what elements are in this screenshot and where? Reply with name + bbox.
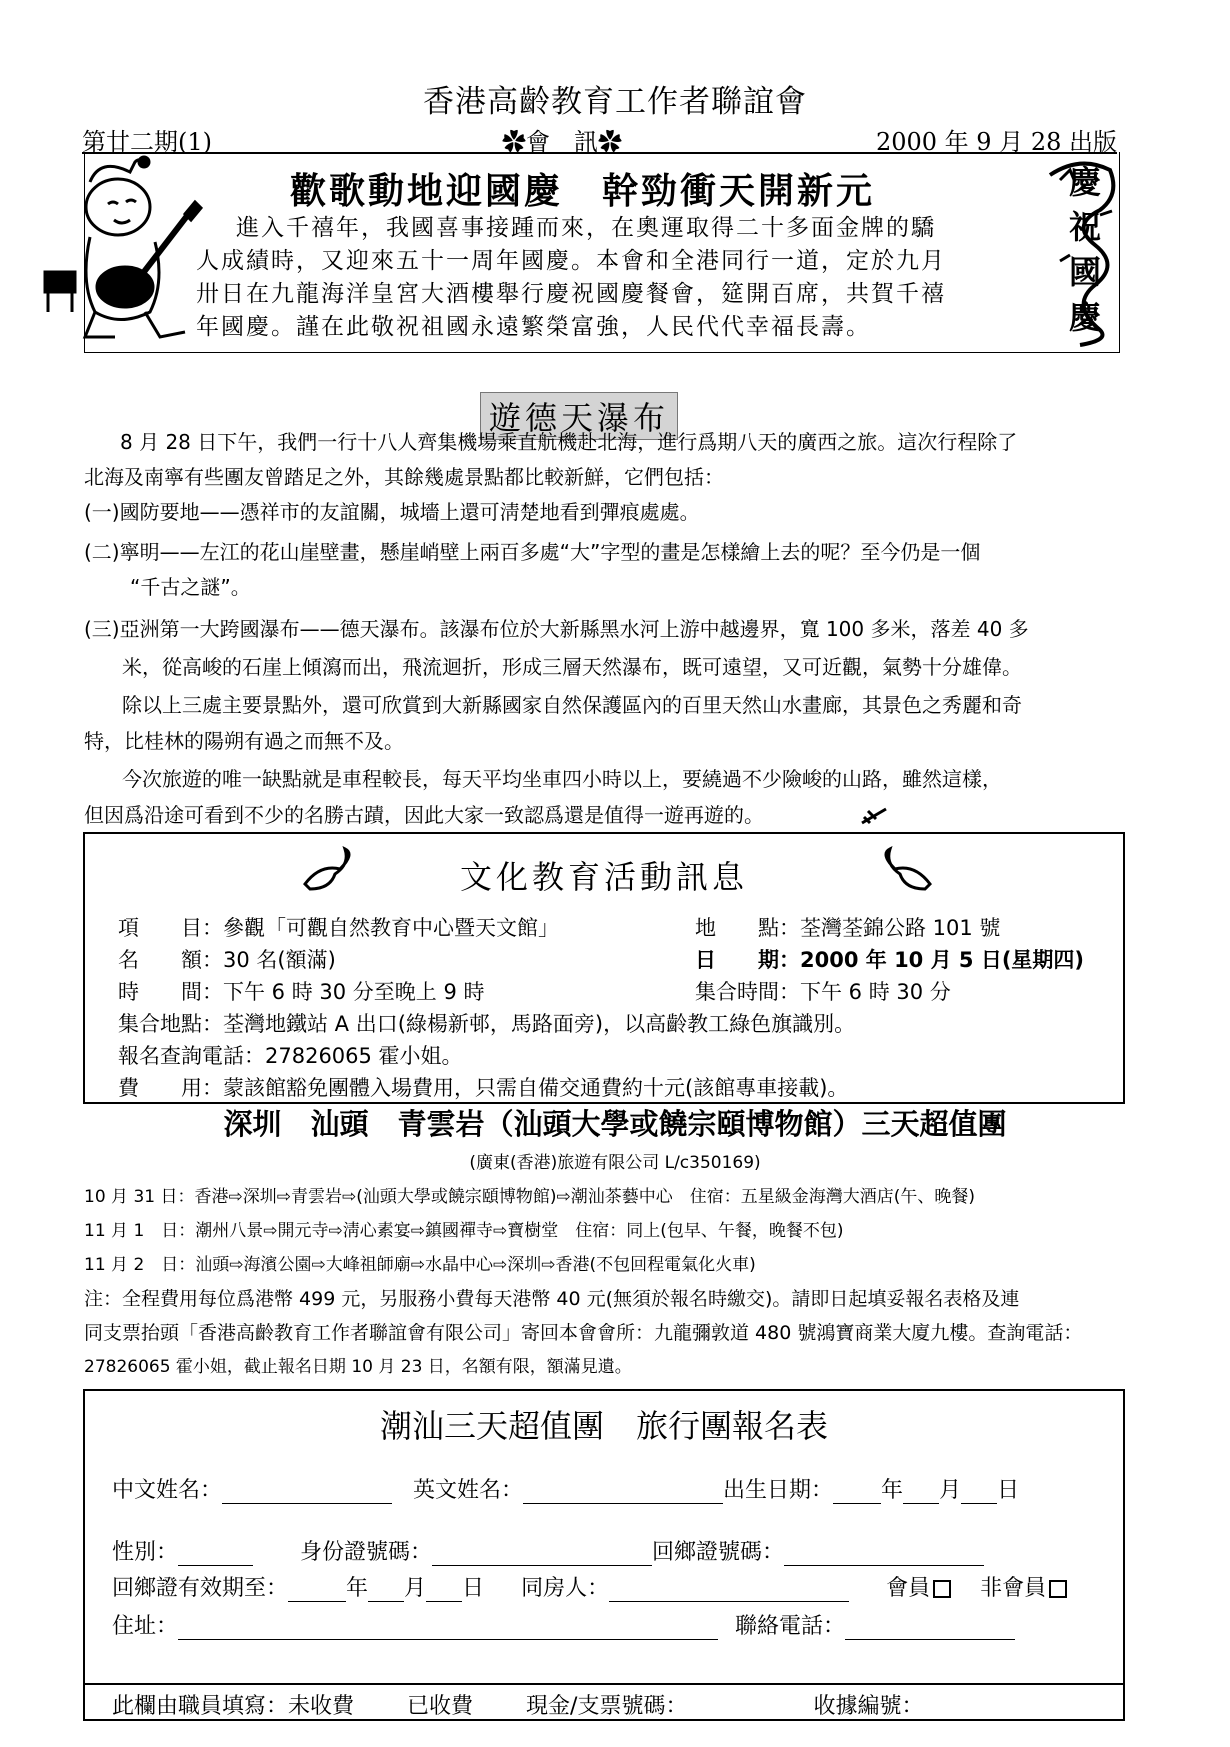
form-row-names (112, 1473, 1019, 1504)
article-title: 遊德天瀑布 (480, 392, 678, 440)
tour-agency: (廣東(香港)旅遊有限公司 L/c350169) (469, 1153, 761, 1173)
gender-field[interactable] (178, 1543, 253, 1566)
id-number-field[interactable] (432, 1543, 652, 1566)
itinerary-day: 11 月 2 日：汕頭⇨海濱公園⇨大峰祖師廟⇨水晶中心⇨深圳⇨香港(不包回程電氣化火車) (84, 1255, 756, 1275)
activity-fee: 費 用：蒙該館豁免團體入場費用，只需自備交通費約十元(該館專車接載)。 (118, 1076, 849, 1100)
activity-time: 時 間：下午 6 時 30 分至晚上 9 時 (118, 980, 485, 1004)
newsletter-label: ✿會 訊✿ (502, 128, 622, 156)
dob-year-field[interactable] (833, 1481, 881, 1504)
article-line: 但因爲沿途可看到不少的名勝古蹟，因此大家一致認爲還是值得一遊再遊的。 (84, 803, 764, 827)
tour-note: 注：全程費用每位爲港幣 499 元，另服務小費每天港幣 40 元(無須於報名時繳交)。請即日起填妥報名表格及連 (84, 1288, 1020, 1310)
side-char: 國 (1068, 253, 1101, 291)
plane-icon (860, 805, 888, 827)
non-member-checkbox[interactable] (1049, 1580, 1067, 1598)
activity-item: 項 目：參觀「可觀自然教育中心暨天文館」 (118, 916, 559, 940)
issue-line (82, 122, 1117, 154)
article-line: 8 月 28 日下午，我們一行十八人齊集機場乘直航機赴北海，進行爲期八天的廣西之旅。這次行程除了 (120, 430, 1018, 454)
home-permit-field[interactable] (784, 1543, 984, 1566)
day-label: 日 (997, 1478, 1020, 1503)
form-row-address (112, 1609, 1015, 1640)
activity-box (83, 832, 1125, 1104)
month-label: 月 (404, 1576, 427, 1601)
activity-enquiry: 報名查詢電話：27826065 霍小姐。 (118, 1044, 463, 1068)
gender-label: 性別： (112, 1540, 179, 1565)
roommate-label: 同房人： (521, 1576, 610, 1601)
banner-line: 人成績時，又迎來五十一周年國慶。本會和全港同行一道，定於九月 (196, 248, 946, 274)
banner-line: 卅日在九龍海洋皇宮大酒樓舉行慶祝國慶餐會，筵開百席，共賀千禧 (196, 281, 946, 307)
roommate-field[interactable] (609, 1579, 849, 1602)
phone-label: 聯絡電話： (735, 1614, 846, 1639)
form-row-office (112, 1689, 1013, 1720)
itinerary-day: 11 月 1 日：潮州八景⇨開元寺⇨淸心素宴⇨鎮國禪寺⇨寶樹堂 住宿：同上(包早、午餐，晚餐不包) (84, 1221, 844, 1241)
permit-expiry-label: 回鄉證有效期至： (112, 1576, 289, 1601)
address-field[interactable] (178, 1617, 718, 1640)
id-number-label: 身份證號碼： (300, 1540, 433, 1565)
article-line: 特，比桂林的陽朔有過之而無不及。 (84, 729, 404, 753)
organization-title: 香港高齡教育工作者聯誼會 (423, 84, 807, 120)
article-line: 今次旅遊的唯一缺點就是車程較長，每天平均坐車四小時以上，要繞過不少險峻的山路，雖然這樣， (122, 767, 1002, 791)
activity-gather-place: 集合地點：荃灣地鐵站 A 出口(綠楊新邨，馬路面旁)，以高齡教工綠色旗識別。 (118, 1012, 856, 1036)
chinese-name-label: 中文姓名： (112, 1478, 223, 1503)
dob-day-field[interactable] (961, 1481, 997, 1504)
dob-month-field[interactable] (903, 1481, 939, 1504)
tour-title: 深圳 汕頭 青雲岩（汕頭大學或饒宗頤博物館）三天超值團 (223, 1107, 1007, 1141)
home-permit-label: 回鄉證號碼： (652, 1540, 785, 1565)
issue-number: 第廿二期(1) (82, 128, 212, 156)
banner-line: 年國慶。謹在此敬祝祖國永遠繁榮富強，人民代代幸福長壽。 (196, 314, 871, 340)
tour-note: 27826065 霍小姐，截止報名日期 10 月 23 日，名額有限，額滿見遺。 (84, 1357, 632, 1377)
activity-location: 地 點：荃灣荃錦公路 101 號 (695, 916, 1001, 940)
banner-body (196, 212, 1036, 344)
day-label: 日 (462, 1576, 485, 1601)
itinerary-day: 10 月 31 日：香港⇨深圳⇨青雲岩⇨(汕頭大學或饒宗頤博物館)⇨潮汕茶藝中心 住宿：五星級金海灣大酒店(午、晚餐) (84, 1187, 975, 1207)
form-title: 潮汕三天超值團 旅行團報名表 (379, 1407, 828, 1445)
side-vertical-text (1050, 160, 1120, 340)
article-line: 米，從高峻的石崖上傾瀉而出，飛流迴折，形成三層天然瀑布，既可遠望，又可近觀，氣勢十分雄偉。 (122, 655, 1022, 679)
article-line: (三)亞洲第一大跨國瀑布——德天瀑布。該瀑布位於大新縣黑水河上游中越邊界，寬 100 多米，落差 40 多 (84, 617, 1029, 641)
month-label: 月 (939, 1478, 962, 1503)
receipt-label: 收據編號： (813, 1694, 924, 1719)
article-line: (一)國防要地——憑祥市的友誼關，城墻上還可淸楚地看到彈痕處處。 (84, 500, 700, 524)
side-char: 祝 (1068, 208, 1101, 246)
activity-gather-time: 集合時間：下午 6 時 30 分 (695, 980, 951, 1004)
member-label: 會員 (886, 1576, 931, 1601)
side-char: 慶 (1068, 298, 1101, 336)
registration-form (83, 1389, 1125, 1721)
activity-quota: 名 額：30 名(額滿) (118, 948, 336, 972)
form-divider (85, 1683, 1123, 1685)
address-label: 住址： (112, 1614, 179, 1639)
article-line: (二)寧明——左江的花山崖壁畫，懸崖峭壁上兩百多處“大”字型的畫是怎樣繪上去的呢？至今仍是一個 (84, 540, 981, 564)
paid-label: 已收費 (407, 1694, 474, 1719)
english-name-label: 英文姓名： (413, 1478, 524, 1503)
article-line: 北海及南寧有些團友曾踏足之外，其餘幾處景點都比較新鮮，它們包括： (84, 465, 724, 489)
guitar-player-illustration (40, 152, 220, 342)
article-line: “千古之謎”。 (130, 575, 251, 599)
article-line: 除以上三處主要景點外，還可欣賞到大新縣國家自然保護區內的百里天然山水畫廊，其景色之秀麗和奇 (122, 693, 1022, 717)
tour-note: 同支票抬頭「香港高齡教育工作者聯誼會有限公司」寄回本會會所：九龍彌敦道 480 號鴻寶商業大廈九樓。查詢電話： (84, 1322, 1083, 1344)
form-row-ids (112, 1535, 984, 1566)
expiry-year-field[interactable] (288, 1579, 346, 1602)
expiry-month-field[interactable] (368, 1579, 404, 1602)
side-char: 慶 (1068, 163, 1101, 201)
activity-title: 文化教育活動訊息 (459, 858, 748, 896)
phone-field[interactable] (845, 1617, 1015, 1640)
dob-label: 出生日期： (723, 1478, 834, 1503)
cheque-label: 現金/支票號碼： (526, 1694, 688, 1719)
form-row-expiry (112, 1571, 1067, 1602)
office-use-label: 此欄由職員填寫：未收費 (112, 1694, 355, 1719)
dove-icon (875, 844, 935, 894)
expiry-day-field[interactable] (426, 1579, 462, 1602)
publish-date: 2000 年 9 月 28 出版 (875, 128, 1117, 156)
member-checkbox[interactable] (933, 1580, 951, 1598)
cheque-field[interactable] (687, 1697, 792, 1720)
year-label: 年 (346, 1576, 369, 1601)
receipt-field[interactable] (923, 1697, 1013, 1720)
activity-date: 日 期：2000 年 10 月 5 日(星期四) (695, 948, 1085, 972)
chinese-name-field[interactable] (222, 1481, 392, 1504)
english-name-field[interactable] (523, 1481, 723, 1504)
banner-title: 歡歌動地迎國慶 幹勁衝天開新元 (290, 170, 876, 212)
banner-line: 進入千禧年，我國喜事接踵而來，在奧運取得二十多面金牌的驕 (236, 215, 936, 241)
non-member-label: 非會員 (980, 1576, 1047, 1601)
year-label: 年 (881, 1478, 904, 1503)
